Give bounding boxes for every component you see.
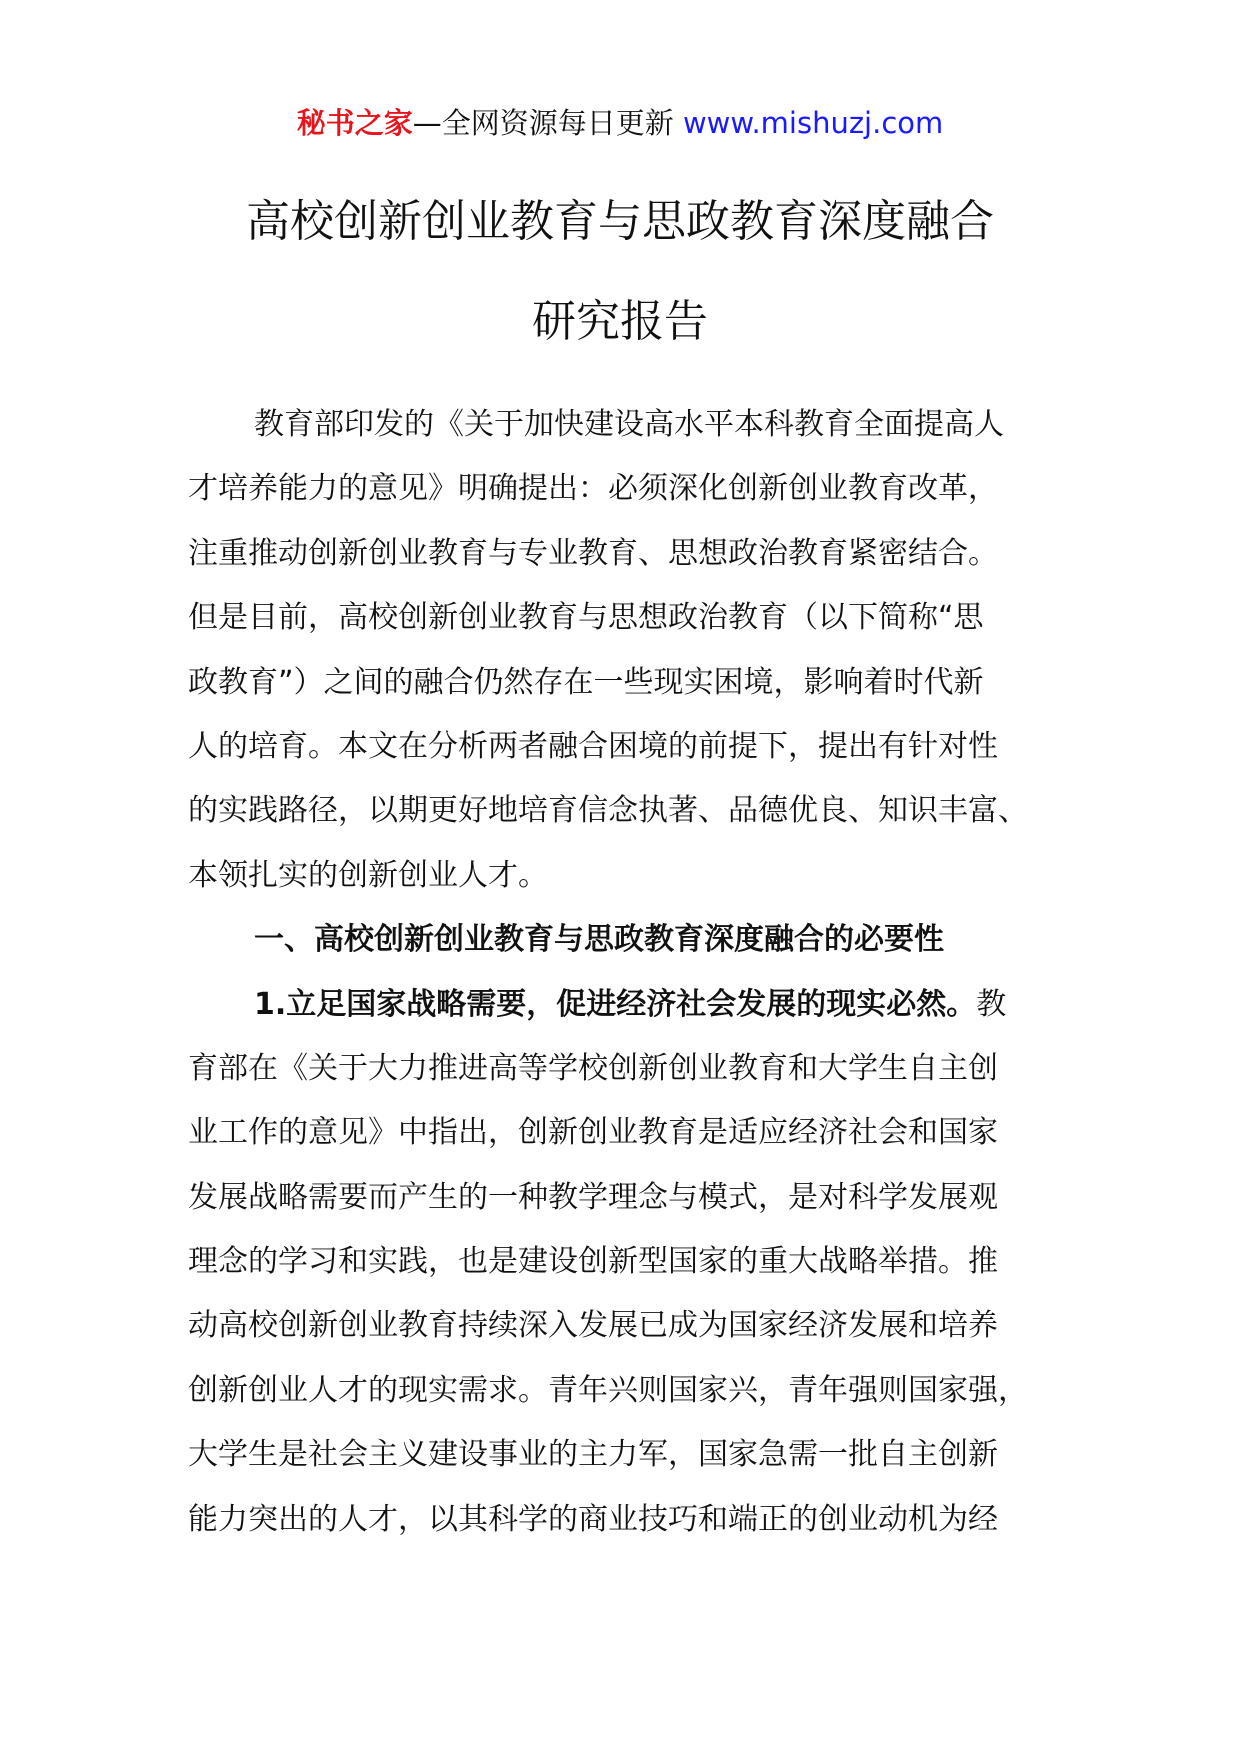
paragraph-2-line: 业工作的意见》中指出，创新创业教育是适应经济社会和国家 — [188, 1115, 998, 1151]
paragraph-2-line: 能力突出的人才，以其科学的商业技巧和端正的创业动机为经 — [188, 1501, 998, 1537]
document-title-line-2: 研究报告 — [532, 296, 708, 347]
subsection-1-heading: 1.立足国家战略需要，促进经济社会发展的现实必然。 — [254, 986, 977, 1022]
paragraph-2-line: 教 — [976, 986, 1007, 1022]
paragraph-1-line: 的实践路径，以期更好地培育信念执著、品德优良、知识丰富、 — [188, 793, 1028, 829]
section-1-heading: 一、高校创新创业教育与思政教育深度融合的必要性 — [254, 922, 944, 958]
paragraph-2-line: 大学生是社会主义建设事业的主力军，国家急需一批自主创新 — [188, 1437, 998, 1473]
paragraph-1-line: 教育部印发的《关于加快建设高水平本科教育全面提高人 — [254, 407, 1004, 442]
paragraph-1-line: 但是目前，高校创新创业教育与思想政治教育（以下简称“思 — [188, 600, 984, 636]
paragraph-2-line: 发展战略需要而产生的一种教学理念与模式，是对科学发展观 — [188, 1179, 998, 1215]
paragraph-1-line: 人的培育。本文在分析两者融合困境的前提下，提出有针对性 — [188, 728, 998, 764]
paragraph-2-line: 创新创业人才的现实需求。青年兴则国家兴，青年强则国家强， — [188, 1372, 1028, 1408]
site-url-link[interactable]: www.mishuzj.com — [682, 106, 944, 140]
paragraph-1-line: 才培养能力的意见》明确提出：必须深化创新创业教育改革， — [188, 471, 998, 507]
subsection-1-first-line — [188, 973, 1058, 1037]
paragraph-2-line: 育部在《关于大力推进高等学校创新创业教育和大学生自主创 — [188, 1050, 998, 1086]
paragraph-1-line: 注重推动创新创业教育与专业教育、思想政治教育紧密结合。 — [188, 535, 998, 571]
paragraph-1-line: 本领扎实的创新创业人才。 — [188, 857, 548, 893]
document-body — [188, 393, 1058, 1552]
brand-name: 秘书之家 — [296, 106, 413, 140]
paragraph-1-line: 政教育”）之间的融合仍然存在一些现实困境，影响着时代新 — [188, 664, 984, 700]
paragraph-2-line: 动高校创新创业教育持续深入发展已成为国家经济发展和培养 — [188, 1308, 998, 1344]
site-header — [0, 100, 1240, 146]
header-tagline: —全网资源每日更新 — [412, 106, 683, 140]
document-title-line-1: 高校创新创业教育与思政教育深度融合 — [246, 196, 994, 247]
paragraph-2-line: 理念的学习和实践，也是建设创新型国家的重大战略举措。推 — [188, 1244, 998, 1280]
